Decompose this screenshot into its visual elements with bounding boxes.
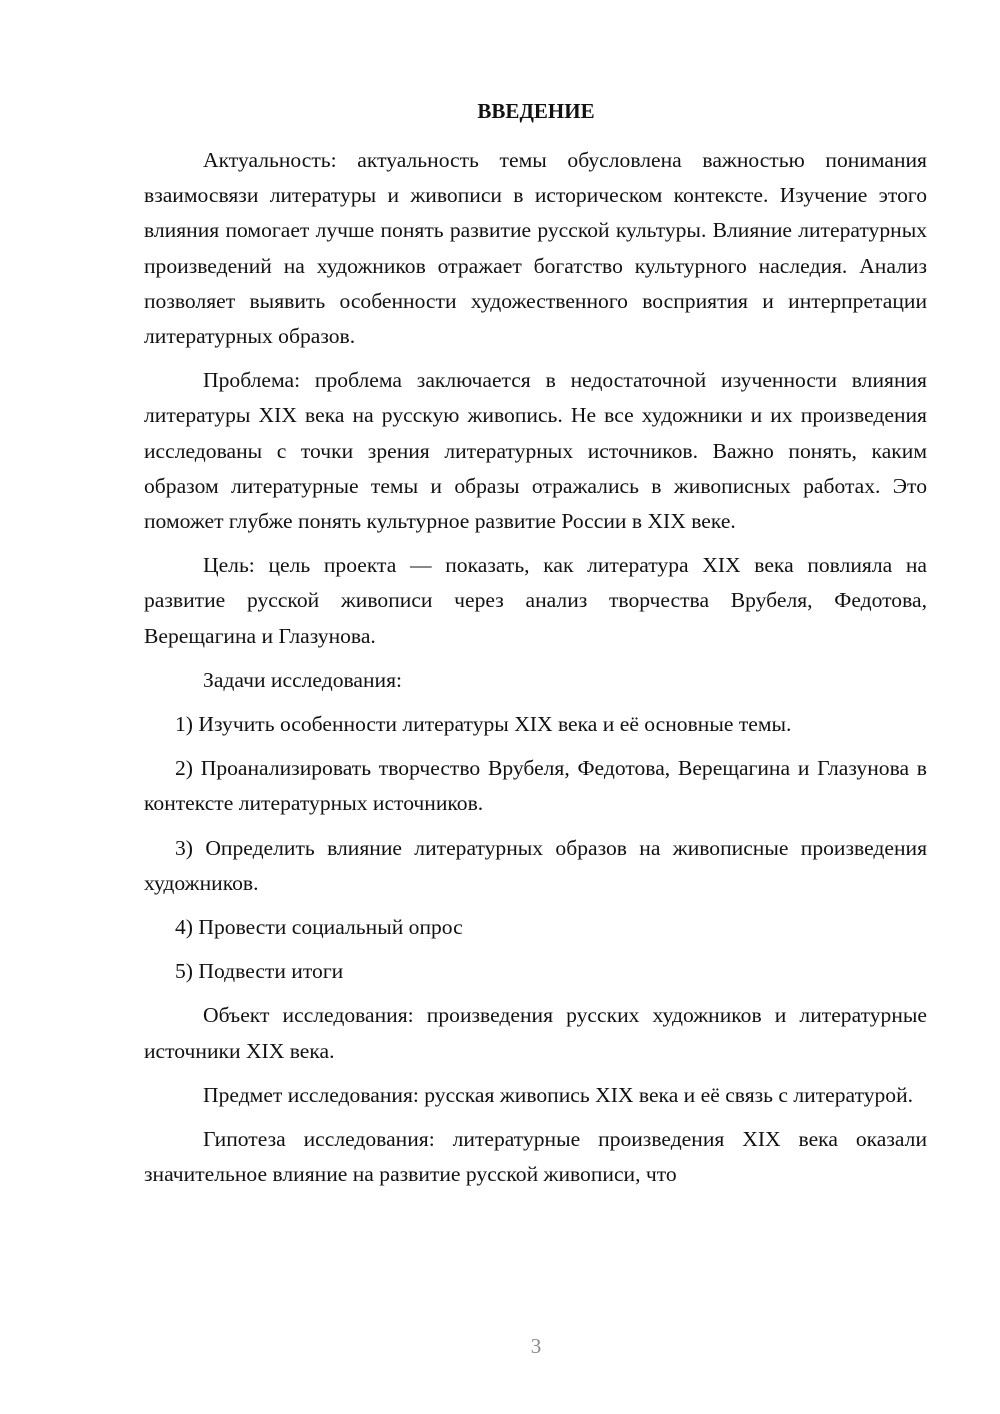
tasks-list (144, 707, 927, 989)
tasks-heading: Задачи исследования: (203, 667, 403, 692)
task-item-4: 4) Провести социальный опрос (175, 915, 463, 940)
task-item-1: 1) Изучить особенности литературы XIX века и её основные темы. (175, 712, 792, 737)
page-title: ВВЕДЕНИЕ (477, 99, 595, 123)
paragraph-goal: Цель: цель проекта — показать, как литература XIX века повлияла на развитие русской живописи через анализ творчества Врубеля, Федотова, Верещагина и Глазунова. (144, 553, 927, 648)
document-body (144, 143, 927, 1192)
page-number: 3 (530, 1334, 542, 1358)
paragraph-relevance: Актуальность: актуальность темы обусловлена важностью понимания взаимосвязи литературы и живописи в историческом контексте. Изучение этого влияния помогает лучше понять развитие русской культуры. Влияние литературных произведений на художников отражает богатство культурного наследия. Анализ позволяет выявить особенности художественного восприятия и интерпретации литературных образов. (144, 148, 927, 349)
paragraph-object: Объект исследования: произведения русских художников и литературные источники XIX века. (144, 1003, 927, 1063)
task-item-2: 2) Проанализировать творчество Врубеля, Федотова, Верещагина и Глазунова в контексте литературных источников. (144, 756, 927, 816)
task-item-5: 5) Подвести итоги (175, 959, 344, 984)
task-item-3: 3) Определить влияние литературных образов на живописные произведения художников. (144, 835, 927, 895)
paragraph-problem: Проблема: проблема заключается в недостаточной изученности влияния литературы XIX века на русскую живопись. Не все художники и их произведения исследованы с точки зрения литературных источников. Важно понять, каким образом литературные темы и образы отражались в живописных работах. Это поможет глубже понять культурное развитие России в XIX веке. (144, 368, 927, 534)
paragraph-hypothesis: Гипотеза исследования: литературные произведения XIX века оказали значительное влияние на развитие русской живописи, что (144, 1127, 927, 1187)
paragraph-subject: Предмет исследования: русская живопись XIX века и её связь с литературой. (203, 1082, 914, 1107)
